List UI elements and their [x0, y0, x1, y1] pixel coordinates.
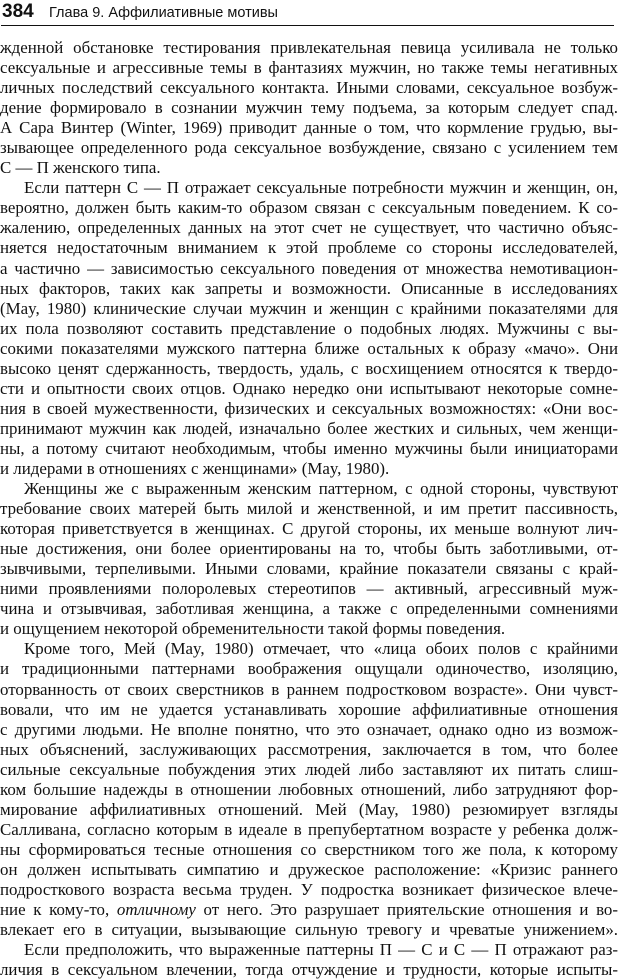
text-line: принимают мужчин как людей, изначально более жестких и сильных, чем женщи- [0, 418, 618, 438]
text-line: ние к кому-то, отличному от него. Это разрушает приятельские отношения и во- [0, 900, 618, 920]
text-line: он должен испытывать симпатию и дружеское расположение: «Кризис раннего [0, 859, 618, 879]
text-line: ных объяснений, заслуживающих рассмотрения, заключается в том, что более [0, 739, 618, 759]
text-line: требование своих матерей быть милой и женственной, и им претит пассивность, [0, 499, 618, 519]
text-line: ны сформироваться тесные отношения со сверстником того же пола, к которому [0, 839, 618, 859]
text-line: ные достижения, они более ориентированы на то, чтобы быть заботливыми, от- [0, 539, 618, 559]
text-line: зывчивыми, терпеливыми. Иными словами, крайние показатели связаны с край- [0, 559, 618, 579]
text-line: С — П женского типа. [0, 158, 161, 178]
text-line: их пола позволяют составить представление о подобных людях. Мужчины с вы- [0, 318, 618, 338]
text-line: Если предположить, что выраженные паттерны П — С и С — П отражают раз- [24, 940, 618, 960]
emphasis: отличному [116, 900, 196, 920]
text-line: дение формировало в сознании мужчин тему подъема, за которым следует спад. [0, 98, 618, 118]
text-line: няется недостаточным вниманием к этой проблеме со стороны исследователей, [0, 238, 618, 258]
text-line: мирование аффилиативных отношений. Мей (May, 1980) резюмирует взгляды [0, 799, 618, 819]
text-line: и ощущением некоторой обременительности такой формы поведения. [0, 619, 506, 639]
text-line: влекает его в ситуации, вызывающие сильную тревогу и чреватые унижением». [0, 920, 618, 940]
page-number: 384 [2, 1, 34, 22]
text-line: вероятно, должен быть каким-то образом связан с сексуальным поведением. К со- [0, 198, 618, 218]
text-line: ком большие надежды в отношении любовных отношений, либо затрудняют фор- [0, 779, 618, 799]
text-line: жденной обстановке тестирования привлекательная певица усиливала не только [0, 38, 618, 57]
text-line: ними проявлениями полоролевых стереотипов — активный, агрессивный муж- [0, 579, 618, 599]
text-line: и лидерами в отношениях с женщинами» (May, 1980). [0, 458, 390, 478]
text-line: с другими людьми. Не вполне понятно, что это означает, однако одно из возмож- [0, 719, 618, 739]
text-line: Если паттерн С — П отражает сексуальные потребности мужчин и женщин, он, [24, 178, 618, 198]
header-rule [1, 25, 614, 26]
text-line: а частично — зависимостью сексуального поведения от множества немотивацион- [0, 258, 618, 278]
text-line: которая приветствуется в женщинах. С другой стороны, их меньше волнуют лич- [0, 519, 618, 539]
text-line: (May, 1980) клинические случаи мужчин и женщин с крайними показателями для [0, 298, 618, 318]
text-line: и традиционными паттернами воображения ощущали одиночество, изоляцию, [0, 659, 618, 679]
text-line: вовали, что им не удается устанавливать хорошие аффилиативные отношения [0, 699, 618, 719]
text-line: личия в сексуальном влечении, тогда отчуждение и трудности, которые испыты- [0, 960, 618, 980]
running-head: Глава 9. Аффилиативные мотивы [49, 5, 278, 21]
text-line: ны, а потому считают необходимым, чтобы именно мужчины были инициаторами [0, 438, 618, 458]
text-line: жалению, определенных данных на этот счет не существует, что частично объяс- [0, 218, 618, 238]
text-line: Женщины же с выраженным женским паттерном, с одной стороны, чувствуют [24, 479, 618, 499]
text-line: А Сара Винтер (Winter, 1969) приводит данные о том, что кормление грудью, вы- [0, 118, 618, 138]
text-line: ных факторов, таких как запреты и возможности. Описанные в исследованиях [0, 278, 618, 298]
body-text [0, 38, 618, 980]
text-line: высоко ценят сдержанность, твердость, удаль, с восхищением относятся к твердо- [0, 358, 618, 378]
text-line: зывающее определенного рода сексуальное возбуждение, связано с усилением тем [0, 138, 618, 158]
text-line: сти и опытности своих отцов. Однако нередко они испытывают некоторые сомне- [0, 378, 618, 398]
text-line: оторванность от своих сверстников в раннем подростковом возрасте». Они чувст- [0, 679, 618, 699]
text-line: сильные сексуальные побуждения этих людей либо заставляют их питать слиш- [0, 759, 618, 779]
text-line: сокими показателями мужского паттерна ближе остальных к образу «мачо». Они [0, 338, 618, 358]
page-header [1, 1, 615, 25]
text-line: сексуальные и агрессивные темы в фантазиях мужчин, но также темы негативных [0, 58, 618, 78]
text-line: Салливана, согласно которым в идеале в препубертатном возрасте у ребенка долж- [0, 819, 618, 839]
text-line: ния в своей мужественности, физических и сексуальных возможностях: «Они вос- [0, 398, 618, 418]
text-line: чина и отзывчивая, заботливая женщина, а также с определенными сомнениями [0, 599, 618, 619]
text-line: подросткового возраста весьма труден. У подростка возникает физическое влече- [0, 879, 618, 899]
text-line: личных последствий сексуального контакта. Иными словами, сексуальное возбуж- [0, 78, 618, 98]
text-line: Кроме того, Мей (May, 1980) отмечает, что «лица обоих полов с крайними [24, 639, 618, 659]
